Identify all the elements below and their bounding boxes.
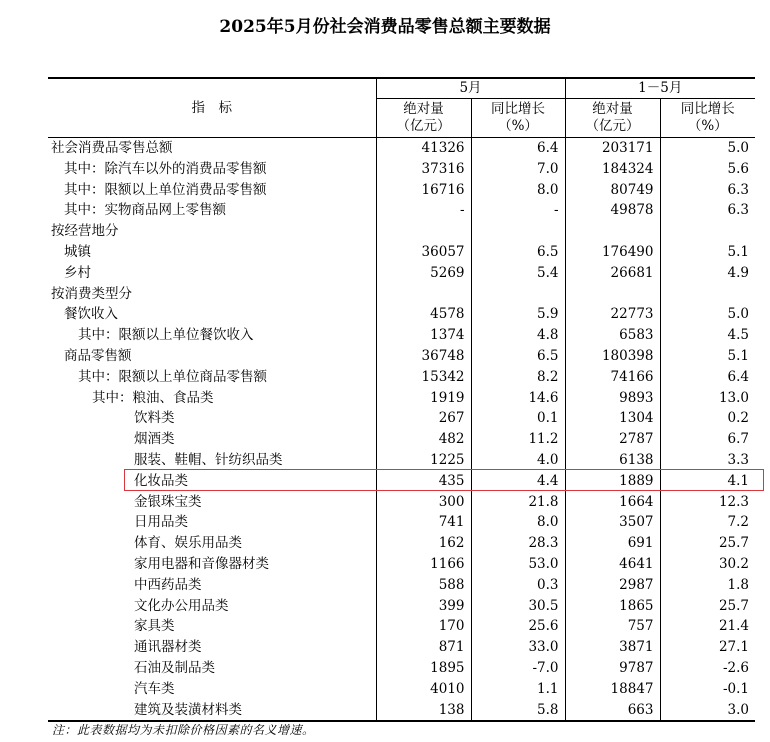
table-row	[48, 408, 755, 429]
cell-may-yoy	[471, 221, 565, 242]
cell-ytd-abs: 757	[565, 616, 660, 637]
cell-may-abs: 482	[376, 429, 471, 450]
group-header-jan-may: 1－5月	[565, 78, 755, 99]
cell-may-abs: 267	[376, 408, 471, 429]
table-row	[48, 138, 755, 159]
cell-may-abs: 871	[376, 637, 471, 658]
cell-ytd-abs	[565, 221, 660, 242]
table-row	[48, 180, 755, 201]
cell-ytd-abs	[565, 284, 660, 305]
cell-may-yoy: 28.3	[471, 533, 565, 554]
table-row	[48, 159, 755, 180]
row-label: 文化办公用品类	[134, 597, 229, 614]
cell-ytd-abs: 691	[565, 533, 660, 554]
cell-ytd-yoy: 5.1	[660, 242, 755, 263]
row-label: 其中：限额以上单位消费品零售额	[64, 181, 267, 198]
table-row	[48, 637, 755, 658]
cell-may-yoy: 25.6	[471, 616, 565, 637]
cell-may-yoy: 6.5	[471, 242, 565, 263]
cell-may-abs: 1166	[376, 554, 471, 575]
cell-may-abs: 138	[376, 700, 471, 722]
cell-may-abs	[376, 284, 471, 305]
cell-may-yoy: 5.9	[471, 304, 565, 325]
cell-may-yoy: 14.6	[471, 388, 565, 409]
cell-may-yoy: 4.0	[471, 450, 565, 471]
cell-ytd-yoy: 5.6	[660, 159, 755, 180]
table-row	[48, 575, 755, 596]
row-label: 服装、鞋帽、针纺织品类	[134, 451, 283, 468]
index-header: 指 标	[48, 78, 376, 138]
cell-ytd-yoy: 0.2	[660, 408, 755, 429]
cell-ytd-yoy: 13.0	[660, 388, 755, 409]
cell-may-yoy: 0.1	[471, 408, 565, 429]
cell-ytd-abs: 80749	[565, 180, 660, 201]
cell-may-yoy: 30.5	[471, 596, 565, 617]
row-label: 体育、娱乐用品类	[134, 535, 242, 552]
table-row	[48, 492, 755, 513]
cell-ytd-abs: 3871	[565, 637, 660, 658]
row-label: 社会消费品零售总额	[51, 140, 173, 156]
cell-may-yoy: 6.5	[471, 346, 565, 367]
cell-ytd-yoy: 3.3	[660, 450, 755, 471]
cell-ytd-yoy: 6.3	[660, 200, 755, 221]
cell-may-yoy: 8.0	[471, 512, 565, 533]
cell-ytd-abs: 49878	[565, 200, 660, 221]
cell-may-yoy	[471, 284, 565, 305]
cell-may-abs: 36748	[376, 346, 471, 367]
cell-ytd-yoy: 5.0	[660, 304, 755, 325]
cell-may-abs: 1919	[376, 388, 471, 409]
row-label: 餐饮收入	[64, 306, 118, 323]
cell-may-yoy: 1.1	[471, 679, 565, 700]
row-label: 中西药品类	[134, 576, 202, 593]
cell-may-yoy: 5.4	[471, 263, 565, 284]
cell-ytd-yoy: 25.7	[660, 596, 755, 617]
row-label: 其中：粮油、食品类	[92, 389, 214, 406]
cell-ytd-abs: 3507	[565, 512, 660, 533]
cell-may-abs: 4578	[376, 304, 471, 325]
col-header-line: 同比增长	[680, 101, 735, 117]
row-label: 其中：除汽车以外的消费品零售额	[64, 160, 267, 177]
row-label: 日用品类	[134, 514, 188, 531]
cell-may-abs: 15342	[376, 367, 471, 388]
cell-ytd-yoy: 1.8	[660, 575, 755, 596]
cell-may-yoy: -7.0	[471, 658, 565, 679]
cell-may-yoy: 53.0	[471, 554, 565, 575]
cell-ytd-abs: 2987	[565, 575, 660, 596]
cell-may-abs: 41326	[376, 138, 471, 159]
table-row	[48, 450, 755, 471]
cell-ytd-abs: 1304	[565, 408, 660, 429]
cell-may-abs: 4010	[376, 679, 471, 700]
col-header-line: （%）	[687, 118, 728, 134]
cell-ytd-abs: 184324	[565, 159, 660, 180]
cell-ytd-yoy: 3.0	[660, 700, 755, 722]
cell-may-abs: -	[376, 200, 471, 221]
col-header-line: （%）	[498, 118, 538, 134]
cell-may-yoy: 7.0	[471, 159, 565, 180]
cell-may-abs	[376, 221, 471, 242]
cell-ytd-abs: 203171	[565, 138, 660, 159]
group-header-may: 5月	[376, 78, 565, 99]
table-row	[48, 304, 755, 325]
row-label: 其中：限额以上单位餐饮收入	[78, 327, 254, 344]
cell-may-yoy: 5.8	[471, 700, 565, 722]
cell-ytd-yoy: 4.9	[660, 263, 755, 284]
cell-ytd-yoy: 21.4	[660, 616, 755, 637]
cell-ytd-abs: 6583	[565, 325, 660, 346]
cell-may-abs: 399	[376, 596, 471, 617]
cell-ytd-yoy	[660, 284, 755, 305]
cell-ytd-abs: 663	[565, 700, 660, 722]
page-title: 2025年5月份社会消费品零售总额主要数据	[219, 17, 551, 37]
cell-ytd-abs: 1664	[565, 492, 660, 513]
cell-ytd-yoy: -2.6	[660, 658, 755, 679]
cell-may-abs: 741	[376, 512, 471, 533]
cell-ytd-yoy: 4.1	[660, 471, 755, 492]
col-header-ytd-yoy	[660, 99, 755, 138]
table-row	[48, 512, 755, 533]
cell-ytd-yoy: 6.3	[660, 180, 755, 201]
table-row	[48, 471, 755, 492]
cell-may-abs: 588	[376, 575, 471, 596]
cell-may-abs: 16716	[376, 180, 471, 201]
col-header-may-yoy	[471, 99, 565, 138]
table-row	[48, 284, 755, 305]
cell-ytd-abs: 22773	[565, 304, 660, 325]
cell-may-abs: 1225	[376, 450, 471, 471]
cell-may-yoy: 0.3	[471, 575, 565, 596]
cell-ytd-abs: 176490	[565, 242, 660, 263]
cell-ytd-yoy: 30.2	[660, 554, 755, 575]
table-row	[48, 388, 755, 409]
col-header-line: （亿元）	[585, 118, 640, 134]
row-label: 城镇	[64, 243, 91, 260]
table-row	[48, 346, 755, 367]
cell-ytd-yoy	[660, 221, 755, 242]
row-label: 家用电器和音像器材类	[134, 555, 269, 572]
row-label: 按经营地分	[51, 223, 119, 240]
table-row	[48, 616, 755, 637]
row-label: 乡村	[64, 264, 91, 281]
table-row	[48, 367, 755, 388]
col-header-line: 绝对量	[403, 101, 444, 117]
cell-ytd-abs: 1865	[565, 596, 660, 617]
cell-ytd-abs: 26681	[565, 263, 660, 284]
row-label: 其中：实物商品网上零售额	[64, 202, 226, 219]
cell-may-yoy: 8.0	[471, 180, 565, 201]
cell-ytd-abs: 2787	[565, 429, 660, 450]
table-row	[48, 325, 755, 346]
table-footnote: 注：此表数据均为未扣除价格因素的名义增速。	[52, 723, 315, 737]
table-row	[48, 700, 755, 722]
row-label: 石油及制品类	[134, 659, 215, 676]
cell-may-abs: 1895	[376, 658, 471, 679]
col-header-line: （亿元）	[396, 118, 451, 134]
row-label: 汽车类	[134, 680, 175, 697]
cell-ytd-yoy: 6.4	[660, 367, 755, 388]
cell-ytd-yoy: -0.1	[660, 679, 755, 700]
table-row	[48, 679, 755, 700]
table-row	[48, 221, 755, 242]
cell-ytd-abs: 18847	[565, 679, 660, 700]
retail-sales-table	[48, 77, 755, 722]
row-label: 按消费类型分	[51, 285, 132, 302]
cell-may-yoy: 11.2	[471, 429, 565, 450]
cell-ytd-abs: 9787	[565, 658, 660, 679]
cell-may-yoy: -	[471, 200, 565, 221]
cell-ytd-yoy: 5.0	[660, 138, 755, 159]
cell-may-abs: 1374	[376, 325, 471, 346]
cell-may-yoy: 33.0	[471, 637, 565, 658]
cell-ytd-yoy: 27.1	[660, 637, 755, 658]
cell-ytd-yoy: 6.7	[660, 429, 755, 450]
cell-may-abs: 170	[376, 616, 471, 637]
cell-ytd-abs: 1889	[565, 471, 660, 492]
table-row	[48, 533, 755, 554]
cell-may-yoy: 4.4	[471, 471, 565, 492]
table-row	[48, 429, 755, 450]
row-label: 烟酒类	[134, 431, 175, 448]
table-row	[48, 596, 755, 617]
col-header-line: 同比增长	[491, 101, 545, 117]
cell-may-yoy: 8.2	[471, 367, 565, 388]
cell-may-abs: 36057	[376, 242, 471, 263]
row-label: 饮料类	[134, 410, 175, 427]
table-row	[48, 242, 755, 263]
table-row	[48, 263, 755, 284]
cell-ytd-abs: 6138	[565, 450, 660, 471]
table-row	[48, 200, 755, 221]
cell-may-abs: 162	[376, 533, 471, 554]
cell-ytd-yoy: 7.2	[660, 512, 755, 533]
cell-ytd-yoy: 12.3	[660, 492, 755, 513]
table-body	[48, 138, 755, 722]
cell-ytd-abs: 74166	[565, 367, 660, 388]
col-header-may-abs	[376, 99, 471, 138]
cell-may-yoy: 21.8	[471, 492, 565, 513]
cell-ytd-yoy: 25.7	[660, 533, 755, 554]
cell-may-abs: 37316	[376, 159, 471, 180]
table-row	[48, 658, 755, 679]
row-label: 商品零售额	[64, 347, 132, 364]
row-label: 家具类	[134, 618, 175, 635]
cell-may-yoy: 6.4	[471, 138, 565, 159]
cell-ytd-abs: 9893	[565, 388, 660, 409]
row-label: 通讯器材类	[134, 639, 202, 656]
col-header-line: 绝对量	[592, 101, 633, 117]
cell-ytd-abs: 4641	[565, 554, 660, 575]
cell-may-abs: 435	[376, 471, 471, 492]
cell-may-yoy: 4.8	[471, 325, 565, 346]
cell-ytd-abs: 180398	[565, 346, 660, 367]
row-label: 化妆品类	[134, 472, 188, 489]
row-label: 其中：限额以上单位商品零售额	[78, 368, 267, 385]
cell-may-abs: 300	[376, 492, 471, 513]
col-header-ytd-abs	[565, 99, 660, 138]
cell-ytd-yoy: 5.1	[660, 346, 755, 367]
table-row	[48, 554, 755, 575]
cell-may-abs: 5269	[376, 263, 471, 284]
cell-ytd-yoy: 4.5	[660, 325, 755, 346]
row-label: 建筑及装潢材料类	[48, 700, 376, 722]
row-label: 金银珠宝类	[134, 493, 202, 510]
